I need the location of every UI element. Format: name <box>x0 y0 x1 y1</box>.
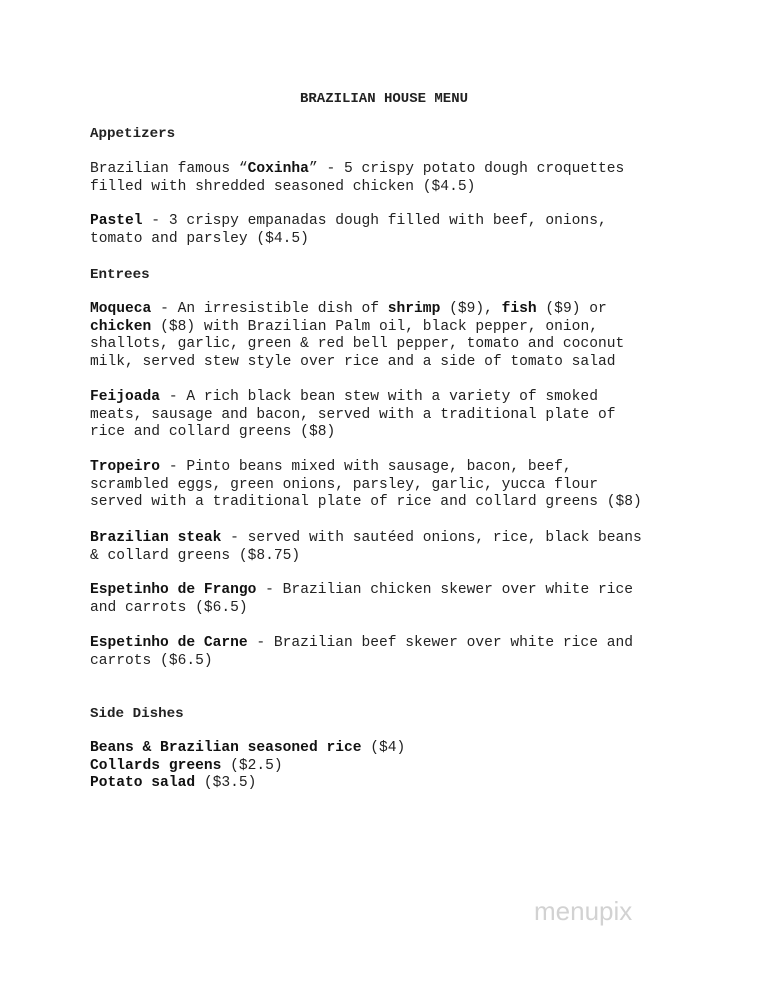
item-price: ($3.5) <box>195 775 257 792</box>
item-option: fish <box>501 301 537 317</box>
item-text: ($8) with Brazilian Palm oil, black pepper, onion, <box>151 318 598 335</box>
item-name: Collards greens <box>90 757 222 774</box>
item-name: Pastel <box>90 213 143 229</box>
item-line <box>90 635 740 653</box>
item-line: carrots ($6.5) <box>90 652 213 669</box>
item-line: and carrots ($6.5) <box>90 599 248 616</box>
item-name: Brazilian steak <box>90 530 222 546</box>
section-heading-appetizers: Appetizers <box>90 126 176 142</box>
item-option: chicken <box>90 318 152 335</box>
item-name: Feijoada <box>90 389 161 405</box>
menu-title: BRAZILIAN HOUSE MENU <box>299 91 469 107</box>
menu-item-tropeiro <box>90 459 740 512</box>
item-price: ($4) <box>361 740 406 756</box>
item-text: - 3 crispy empanadas dough filled with beef, onions, <box>142 213 607 229</box>
section-heading-entrees: Entrees <box>90 267 150 283</box>
item-text: - Pinto beans mixed with sausage, bacon, beef, <box>160 459 572 475</box>
item-text: - Brazilian chicken skewer over white rice <box>256 582 633 598</box>
item-line <box>90 301 740 319</box>
side-dish-item <box>90 740 740 758</box>
item-name: Espetinho de Carne <box>90 635 248 651</box>
menu-item-espetinho-carne <box>90 635 740 670</box>
item-text: ($9) or <box>536 301 607 317</box>
menu-item-moqueca <box>90 301 740 371</box>
item-name: Coxinha <box>247 161 309 177</box>
item-text: ($9), <box>440 301 502 317</box>
side-dish-item <box>90 775 740 793</box>
side-dish-item <box>90 758 740 776</box>
item-line <box>90 530 740 548</box>
menu-item-feijoada <box>90 389 740 442</box>
item-text: - served with sautéed onions, rice, black beans <box>221 530 642 546</box>
section-heading-side-dishes: Side Dishes <box>90 706 184 722</box>
menu-item-pastel <box>90 213 740 248</box>
item-line <box>90 459 740 477</box>
item-name: Tropeiro <box>90 459 161 475</box>
menu-item-espetinho-frango <box>90 582 740 617</box>
item-line: shallots, garlic, green & red bell pepper, tomato and coconut <box>90 336 625 353</box>
item-name: Moqueca <box>90 301 152 317</box>
menu-item-brazilian-steak <box>90 530 740 565</box>
item-line: & collard greens ($8.75) <box>90 547 301 564</box>
item-text: ” - 5 crispy potato dough croquettes <box>308 161 625 177</box>
menu-item-coxinha <box>90 161 740 196</box>
item-price: ($2.5) <box>221 757 283 774</box>
item-line: tomato and parsley ($4.5) <box>90 230 309 247</box>
item-line <box>90 161 740 179</box>
item-text: - A rich black bean stew with a variety of smoked <box>160 389 598 405</box>
item-line <box>90 213 740 231</box>
item-line <box>90 389 740 407</box>
menupix-watermark: menupix <box>534 896 633 926</box>
item-text: Brazilian famous “ <box>90 161 248 177</box>
item-line: filled with shredded seasoned chicken ($4.5) <box>90 178 476 195</box>
item-line: rice and collard greens ($8) <box>90 424 336 441</box>
item-name: Potato salad <box>90 775 196 792</box>
item-line <box>90 582 740 600</box>
item-line: milk, served stew style over rice and a side of tomato salad <box>90 353 616 370</box>
item-name: Beans & Brazilian seasoned rice <box>90 740 362 756</box>
item-line: served with a traditional plate of rice and collard greens ($8) <box>90 494 642 511</box>
item-line <box>90 319 740 337</box>
item-text: - Brazilian beef skewer over white rice and <box>247 635 633 651</box>
item-line: scrambled eggs, green onions, parsley, garlic, yucca flour <box>90 476 598 493</box>
side-dishes-list <box>90 740 740 793</box>
item-option: shrimp <box>387 301 441 317</box>
item-text: - An irresistible dish of <box>151 301 388 317</box>
item-line: meats, sausage and bacon, served with a traditional plate of <box>90 406 616 423</box>
item-name: Espetinho de Frango <box>90 582 257 598</box>
